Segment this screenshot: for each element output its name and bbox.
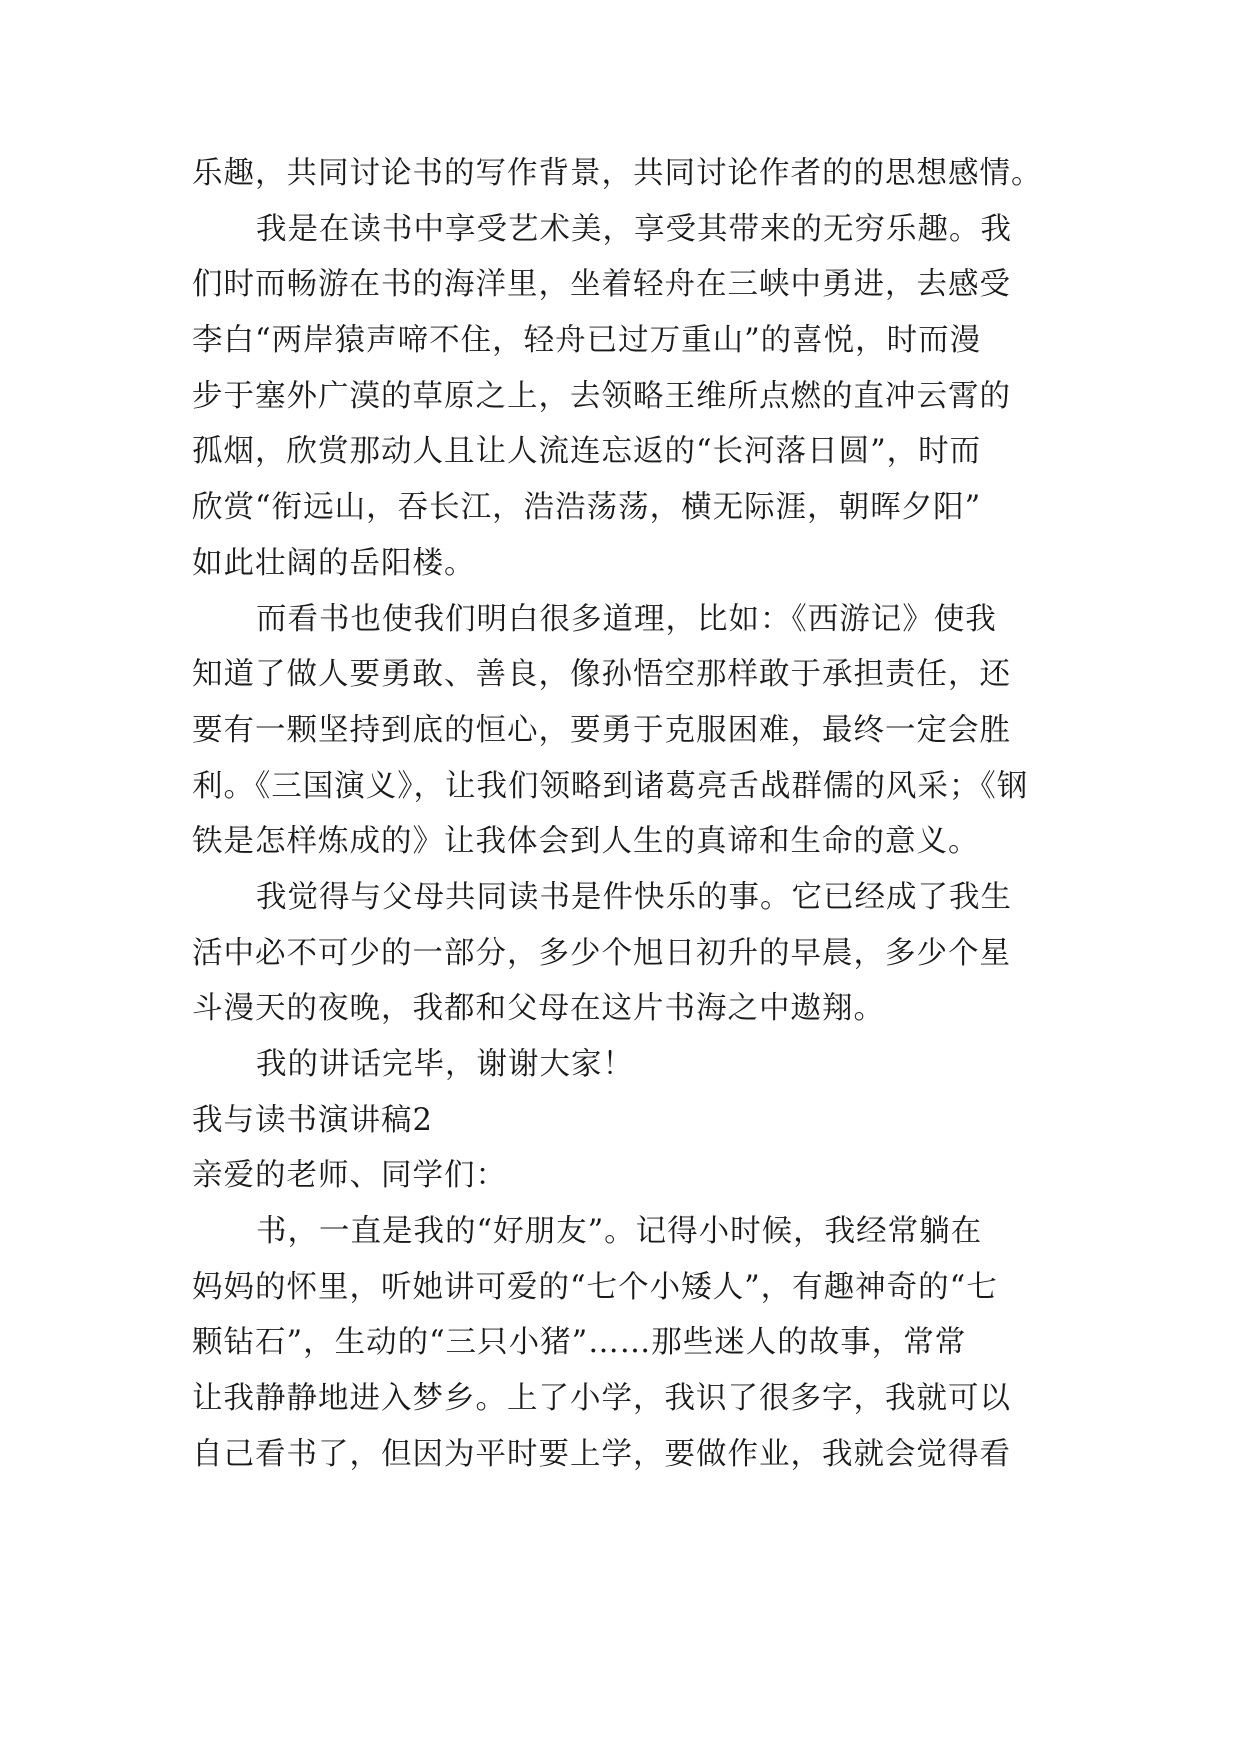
text-line: 我觉得与父母共同读书是件快乐的事。它已经成了我生 (256, 879, 1012, 915)
text-line: 要有一颗坚持到底的恒心，要勇于克服困难，最终一定会胜 (192, 712, 1011, 748)
text-line: 斗漫天的夜晚，我都和父母在这片书海之中遨翔。 (192, 991, 885, 1027)
text-line: 李白“两岸猿声啼不住，轻舟已过万重山”的喜悦，时而漫 (192, 323, 982, 359)
text-line: 步于塞外广漠的草原之上，去领略王维所点燃的直冲云霄的 (192, 378, 1011, 414)
section-title: 我与读书演讲稿2 (192, 1102, 433, 1138)
salutation: 亲爱的老师、同学们： (192, 1158, 507, 1194)
text-line: 妈妈的怀里，听她讲可爱的“七个小矮人”，有趣神奇的“七 (192, 1269, 998, 1305)
text-line: 我的讲话完毕，谢谢大家！ (256, 1047, 634, 1082)
text-line: 书，一直是我的“好朋友”。记得小时候，我经常躺在 (256, 1214, 983, 1250)
text-line: 欣赏“衔远山，吞长江，浩浩荡荡，横无际涯，朝晖夕阳” (192, 490, 982, 526)
text-line: 铁是怎样炼成的》让我体会到人生的真谛和生命的意义。 (192, 824, 980, 860)
text-line: 活中必不可少的一部分，多少个旭日初升的早晨，多少个星 (192, 935, 1011, 971)
text-line: 我是在读书中享受艺术美，享受其带来的无穷乐趣。我 (256, 211, 1012, 247)
text-line: 而看书也使我们明白很多道理，比如：《西游记》使我 (256, 601, 997, 637)
text-line: 如此壮阔的岳阳楼。 (192, 545, 476, 581)
text-line: 自己看书了，但因为平时要上学，要做作业，我就会觉得看 (192, 1436, 1011, 1472)
text-line: 颗钻石”，生动的“三只小猪”……那些迷人的故事，常常 (192, 1325, 967, 1361)
text-line: 乐趣，共同讨论书的写作背景，共同讨论作者的的思想感情。 (192, 156, 1043, 191)
body-text (192, 146, 1062, 1483)
text-line: 让我静静地进入梦乡。上了小学，我识了很多字，我就可以 (192, 1381, 1011, 1417)
text-line: 利。《三国演义》，让我们领略到诸葛亮舌战群儒的风采；《钢 (192, 768, 1029, 804)
text-line: 知道了做人要勇敢、善良，像孙悟空那样敢于承担责任，还 (192, 657, 1011, 693)
text-line: 孤烟，欣赏那动人且让人流连忘返的“长河落日圆”，时而 (192, 434, 982, 470)
text-line: 们时而畅游在书的海洋里，坐着轻舟在三峡中勇进，去感受 (192, 267, 1011, 303)
